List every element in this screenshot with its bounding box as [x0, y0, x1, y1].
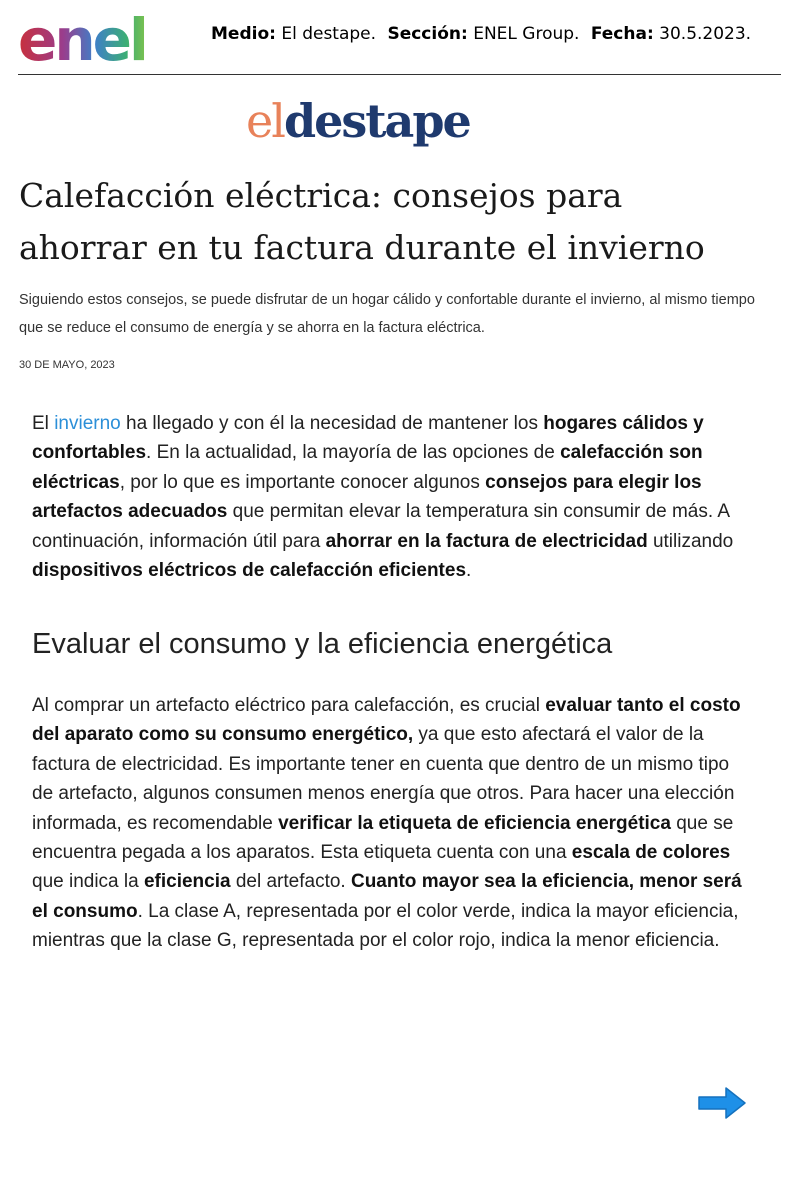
text-run: . La clase A, representada por el color verde, indica la mayor eficiencia, mientras que la clase G, representada por el color rojo, indica la menor eficiencia. — [32, 900, 739, 952]
medio-label: Medio: — [211, 24, 276, 44]
text-run: Al comprar un artefacto eléctrico para calefacción, es crucial — [32, 695, 546, 716]
bold-text: eficiencia — [143, 871, 231, 893]
publication-logo — [246, 94, 470, 148]
text-run: , por lo que es importante conocer algunos — [119, 471, 486, 493]
bold-text: consejos para elegir los artefactos adecuados — [32, 471, 702, 523]
publication-logo-part1: el — [246, 94, 284, 148]
document-meta — [211, 24, 751, 44]
bold-text: verificar la etiqueta de eficiencia energética — [278, 812, 671, 834]
bold-text: Cuanto mayor sea la eficiencia, menor será el consumo — [32, 871, 742, 922]
text-run: que se encuentra pegada a los aparatos. Esta etiqueta cuenta con una — [32, 812, 734, 864]
medio-value: El destape. — [281, 24, 377, 44]
text-run: del artefacto. — [230, 871, 351, 893]
arrow-right-icon[interactable] — [696, 1085, 748, 1121]
text-run: ha llegado y con él la necesidad de mantener los — [120, 413, 544, 434]
svg-text:enel: enel — [18, 6, 146, 68]
bold-text: hogares cálidos y confortables — [32, 413, 704, 464]
text-run: ya que esto afectará el valor de la factura de electricidad. Es importante tener en cuenta que dentro de un mismo tipo de artefacto, algunos consumen menos energía que otros. Para hacer una elección informada, es recomendable — [32, 724, 735, 834]
fecha-value: 30.5.2023. — [659, 24, 752, 44]
bold-text: ahorrar en la factura de electricidad — [325, 530, 648, 552]
text-run: que permitan elevar la temperatura sin consumir de más. A continuación, información útil para — [32, 501, 729, 552]
enel-logo — [18, 6, 178, 68]
article-paragraph-intro — [32, 409, 752, 585]
seccion-label: Sección: — [387, 24, 468, 44]
article-date: 30 DE MAYO, 2023 — [19, 359, 115, 371]
text-run: El — [32, 413, 55, 434]
publication-logo-part2: destape — [283, 94, 470, 148]
article-subtitle: Siguiendo estos consejos, se puede disfrutar de un hogar cálido y confortable durante el invierno, al mismo tiempo que se reduce el consumo de energía y se ahorra en la factura eléctrica. — [19, 292, 755, 336]
seccion-value: ENEL Group. — [473, 24, 580, 44]
document-header — [18, 6, 781, 75]
text-run: . En la actualidad, la mayoría de las opciones de — [146, 442, 561, 464]
section-heading: Evaluar el consumo y la eficiencia energética — [32, 628, 613, 660]
article-paragraph-efficiency — [32, 691, 752, 956]
text-run: . — [466, 560, 472, 582]
bold-text: calefacción son eléctricas — [32, 442, 703, 493]
text-run: utilizando — [647, 530, 734, 552]
article-title: Calefacción eléctrica: consejos para ahorrar en tu factura durante el invierno — [19, 176, 705, 267]
bold-text: escala de colores — [571, 842, 731, 864]
bold-text: dispositivos eléctricos de calefacción eficientes — [32, 560, 467, 582]
fecha-label: Fecha: — [590, 24, 654, 44]
text-run: que indica la — [32, 871, 144, 893]
inline-link[interactable]: invierno — [54, 413, 121, 434]
bold-text: evaluar tanto el costo del aparato como su consumo energético, — [32, 695, 741, 746]
